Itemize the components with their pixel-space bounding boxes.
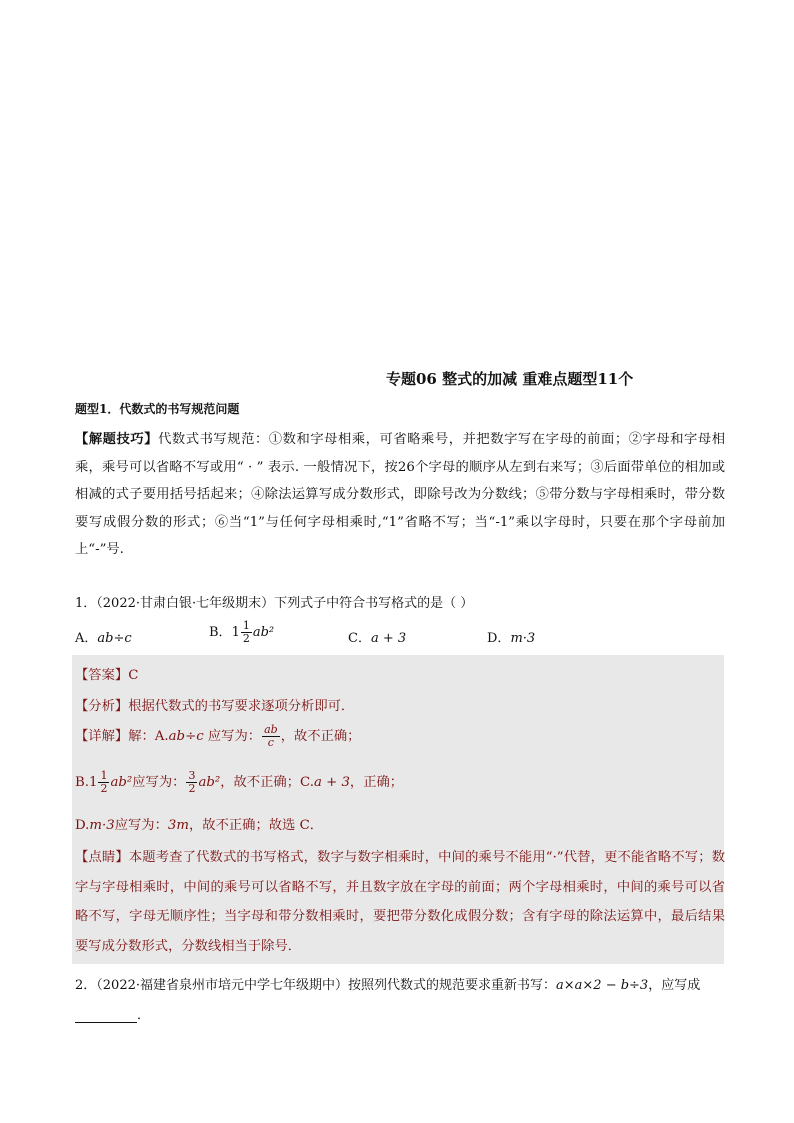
solving-tip — [75, 426, 725, 564]
option-c-label: C． — [348, 631, 371, 646]
analysis-text: 根据代数式的书写要求逐项分析即可． — [128, 699, 355, 714]
comment-text: 本题考查了代数式的书写格式，数字与数字相乘时，中间的乘号不能用“·”代替，更不能省略不写；数字与字母相乘时，中间的乘号可以省略不写，并且数字放在字母的前面；两个字母相乘时，中间的乘号可以省略不写，字母无顺序性；当字母和带分数相乘时，要把带分数化成假分数；含有字母的除法运算中，最后结果要写成分数形式，分数线相当于除号． — [75, 850, 726, 954]
option-d — [487, 627, 535, 646]
question-2-stem: 2．（2022·福建省泉州市培元中学七年级期中）按照列代数式的规范要求重新书写：a×a×2 − b÷3，应写成 — [75, 978, 701, 993]
option-d-label: D． — [487, 631, 511, 646]
detail-b-fraction-2: $\frac{3}{2}$ — [188, 769, 196, 795]
option-b — [209, 620, 274, 645]
answer-value: C — [128, 668, 139, 683]
detail-a-fraction: $\frac{ab}{c}$ — [264, 723, 278, 749]
tip-text: 代数式书写规范：①数和字母相乘，可省略乘号，并把数字写在字母的前面；②字母和字母相乘，乘号可以省略不写或用“ · ” 表示. 一般情况下，按26个字母的顺序从左到右来写；③后面带单位的相加或相减的式子要用括号括起来；④除法运算写成分数形式，即除号改为分数线；⑤带分数与字母相乘时，带分数要写成假分数的形式；⑥当“1”与任何字母相乘时,“1”省略不写；当“-1”乘以字母时，只要在那个字母前加上“-”号. — [75, 432, 726, 557]
option-a-expr: ab÷c — [97, 631, 132, 646]
tip-label: 【解题技巧】 — [75, 432, 159, 447]
option-a — [75, 627, 132, 646]
option-d-expr: m·3 — [510, 631, 536, 646]
comment-label: 【点睛】 — [75, 850, 129, 865]
question-1-stem: 1．（2022·甘肃白银·七年级期末）下列式子中符合书写格式的是（ ） — [75, 596, 474, 611]
comment-block — [75, 843, 725, 961]
option-b-label: B． — [209, 625, 232, 640]
answer-line — [75, 664, 138, 683]
option-b-fraction: $\frac{1}{2}$ — [242, 619, 250, 645]
detail-label: 【详解】 — [75, 729, 129, 744]
detail-line-d: D.m·3应写为：3m，故不正确；故选 C． — [75, 818, 324, 833]
section-heading: 题型1．代数式的书写规范问题 — [75, 402, 240, 416]
detail-line-a: 【详解】解：A.ab÷c 应写为： $\frac{ab}{c}$ ，故不正确； — [75, 723, 361, 749]
question-2-answer-blank: ． — [75, 1004, 150, 1023]
option-b-tail: ab² — [252, 625, 275, 640]
analysis-line — [75, 695, 354, 714]
page-title: 专题06 整式的加减 重难点题型11个 — [386, 370, 634, 388]
answer-blank[interactable] — [75, 1009, 137, 1023]
option-a-label: A． — [75, 631, 98, 646]
question-2-expr: a×a×2 − b÷3 — [556, 978, 649, 993]
option-b-int: 1 — [231, 625, 240, 640]
option-c — [348, 627, 406, 646]
detail-b-fraction: $\frac{1}{2}$ — [100, 769, 108, 795]
analysis-label: 【分析】 — [75, 699, 129, 714]
detail-line-b: B.1 $\frac{1}{2}$ ab²应写为： $\frac{3}{2}$ ab²，故不正确；C.a + 3，正确； — [75, 769, 404, 795]
option-c-expr: a + 3 — [370, 631, 407, 646]
answer-label: 【答案】 — [75, 668, 129, 683]
